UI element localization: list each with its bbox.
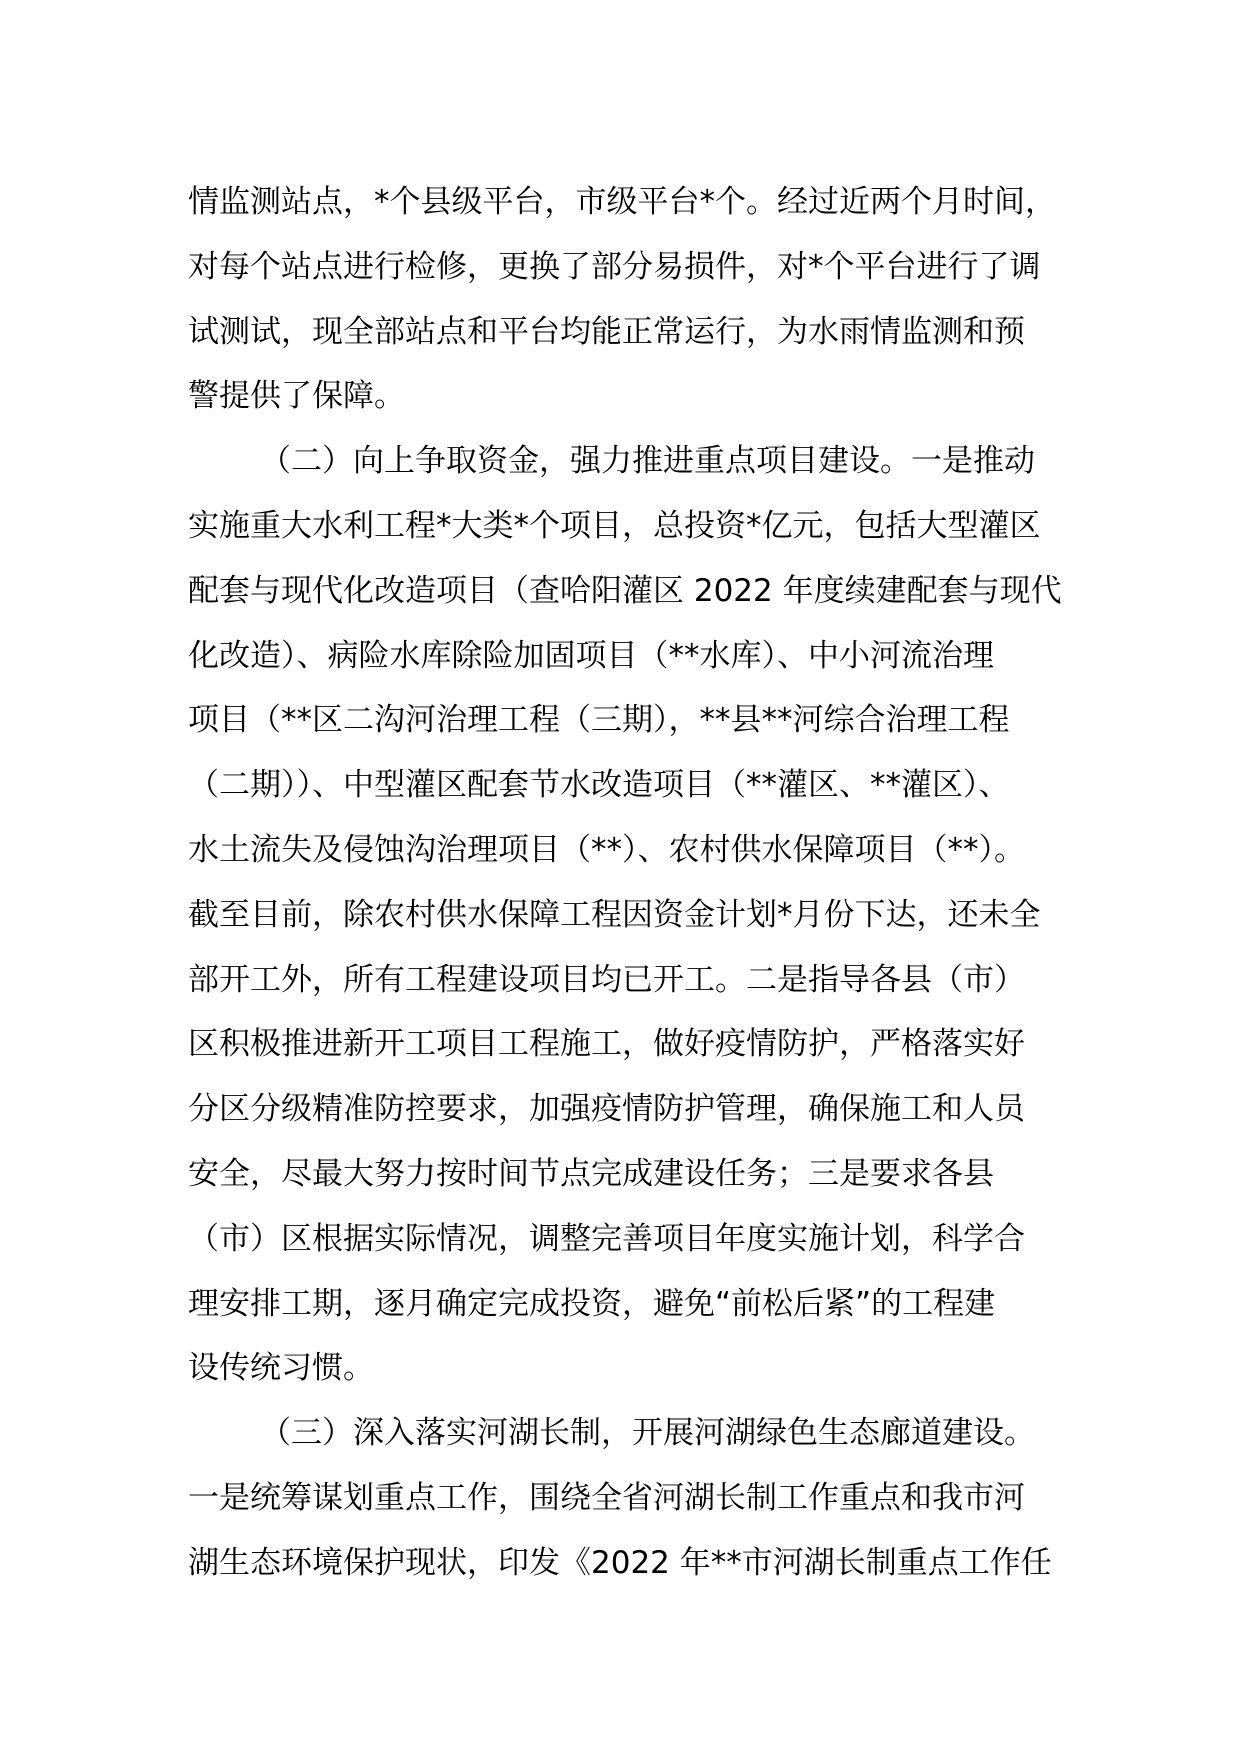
text-line: 对每个站点进行检修，更换了部分易损件，对*个平台进行了调 bbox=[188, 248, 1041, 285]
text-line: 警提供了保障。 bbox=[188, 378, 405, 415]
text-line: 情监测站点，*个县级平台，市级平台*个。经过近两个月时间， bbox=[188, 184, 1056, 220]
text-line: 部开工外，所有工程建设项目均已开工。二是指导各县（市） bbox=[188, 961, 1025, 998]
text-line: 水土流失及侵蚀沟治理项目（**）、农村供水保障项目（**）。 bbox=[188, 831, 1025, 868]
text-line: 配套与现代化改造项目（查哈阳灌区 2022 年度续建配套与现代 bbox=[188, 572, 1062, 609]
text-line: 实施重大水利工程*大类*个项目，总投资*亿元，包括大型灌区 bbox=[188, 507, 1041, 544]
text-line: （二期））、中型灌区配套节水改造项目（**灌区、**灌区）、 bbox=[188, 767, 1010, 804]
text-line: 试测试，现全部站点和平台均能正常运行，为水雨情监测和预 bbox=[188, 313, 1025, 350]
text-line: 项目（**区二沟河治理工程（三期），**县**河综合治理工程 bbox=[188, 702, 1010, 739]
text-line: 截至目前，除农村供水保障工程因资金计划*月份下达，还未全 bbox=[188, 896, 1041, 933]
text-line: 设传统习惯。 bbox=[188, 1350, 374, 1387]
section-heading-line: （三）深入落实河湖长制，开展河湖绿色生态廊道建设。 bbox=[260, 1415, 1035, 1452]
text-line: 化改造）、病险水库除险加固项目（**水库）、中小河流治理 bbox=[188, 637, 994, 674]
text-line: 湖生态环境保护现状，印发《2022 年**市河湖长制重点工作任 bbox=[188, 1544, 1052, 1581]
text-line: （市）区根据实际情况，调整完善项目年度实施计划，科学合 bbox=[188, 1220, 1025, 1257]
text-line: 一是统筹谋划重点工作，围绕全省河湖长制工作重点和我市河 bbox=[188, 1479, 1025, 1516]
text-line: 区积极推进新开工项目工程施工，做好疫情防护，严格落实好 bbox=[188, 1026, 1025, 1063]
text-line: 理安排工期，逐月确定完成投资，避免“前松后紧”的工程建 bbox=[188, 1285, 996, 1322]
body-text bbox=[188, 170, 1068, 1596]
text-line: 安全，尽最大努力按时间节点完成建设任务；三是要求各县 bbox=[188, 1155, 994, 1192]
text-line: 分区分级精准防控要求，加强疫情防护管理，确保施工和人员 bbox=[188, 1091, 1025, 1128]
section-heading-line: （二）向上争取资金，强力推进重点项目建设。一是推动 bbox=[260, 443, 1035, 480]
